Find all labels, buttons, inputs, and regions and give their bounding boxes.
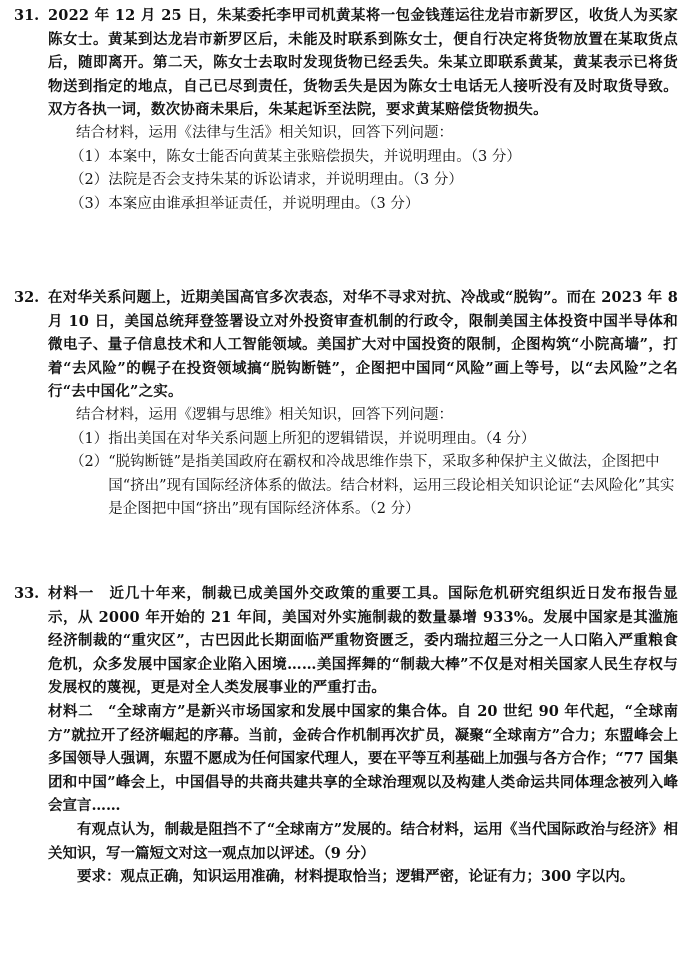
material-two-body: “全球南方”是新兴市场国家和发展中国家的集合体。自 20 世纪 90 年代起，“全球南方”就拉开了经济崛起的序幕。当前，金砖合作机制再次扩员，凝聚“全球南方”合力；东盟峰会上多国领导人强调，东盟不愿成为任何国家代理人，要在平等互利基础上加强与各方合作；“77 国集团和中国”峰会上，中国倡导的共商共建共享的全球治理观以及构建人类命运共同体理念被列入峰会宣言…… bbox=[48, 702, 679, 815]
question-32 bbox=[14, 286, 678, 522]
essay-requirement: 要求：观点正确，知识运用准确，材料提取恰当；逻辑严密，论证有力；300 字以内。 bbox=[77, 868, 635, 886]
sub-question-text: 本案中，陈女士能否向黄某主张赔偿损失，并说明理由。（3 分） bbox=[108, 148, 521, 165]
question-instruction: 结合材料，运用《法律与生活》相关知识，回答下列问题： bbox=[76, 124, 453, 141]
sub-question-number: （2） bbox=[70, 172, 109, 189]
sub-question-number: （2） bbox=[70, 454, 109, 471]
essay-prompt: 有观点认为，制裁是阻挡不了“全球南方”发展的。结合材料，运用《当代国际政治与经济》相关知识，写一篇短文对这一观点加以评述。（9 分） bbox=[48, 820, 678, 862]
question-number: 31. bbox=[14, 7, 40, 24]
question-instruction: 结合材料，运用《逻辑与思维》相关知识，回答下列问题： bbox=[76, 406, 453, 423]
material-label: 材料二 bbox=[48, 702, 94, 720]
sub-question-number: （1） bbox=[70, 430, 109, 447]
question-33 bbox=[14, 582, 678, 889]
sub-question bbox=[70, 146, 678, 170]
sub-question-number: （3） bbox=[70, 195, 109, 212]
sub-question-text: 法院是否会支持朱某的诉讼请求，并说明理由。（3 分） bbox=[108, 172, 463, 189]
question-31 bbox=[14, 4, 678, 216]
material-one-body: 近几十年来，制裁已成美国外交政策的重要工具。国际危机研究组织近日发布报告显示，从 2000 年开始的 21 年间，美国对外实施制裁的数量暴增 933%。发展中国家是其滥施经济制裁的“重灾区”，古巴因此长期面临严重物资匮乏，委内瑞拉超三分之一人口陷入严重粮食危机，众多发展中国家企业陷入困境……美国挥舞的“制裁大棒”不仅是对相关国家人民生存权与发展权的蔑视，更是对全人类发展事业的严重打击。 bbox=[48, 585, 678, 697]
question-number: 32. bbox=[14, 289, 40, 306]
sub-question bbox=[70, 169, 678, 193]
question-body: 在对华关系问题上，近期美国高官多次表态，对华不寻求对抗、冷战或“脱钩”。而在 2023 年 8 月 10 日，美国总统拜登签署设立对外投资审查机制的行政令，限制美国主体投资中国半导体和微电子、量子信息技术和人工智能领域。美国扩大对中国投资的限制，企图构筑“小院高墙”，打着“去风险”的幌子在投资领域搞“脱钩断链”，企图把中国同“风险”画上等号，以“去风险”之名行“去中国化”之实。 bbox=[48, 289, 678, 401]
sub-question bbox=[70, 451, 678, 522]
material-two bbox=[48, 700, 678, 818]
sub-question-text: 本案应由谁承担举证责任，并说明理由。（3 分） bbox=[108, 195, 420, 212]
sub-question-number: （1） bbox=[70, 148, 109, 165]
material-label: 材料一 bbox=[48, 585, 95, 602]
sub-question-text: “脱钩断链”是指美国政府在霸权和冷战思维作祟下，采取多种保护主义做法，企图把中国“挤出”现有国际经济体系的做法。结合材料，运用三段论相关知识论证“去风险化”其实是企图把中国“挤出”现有国际经济体系。（2 分） bbox=[108, 454, 675, 518]
question-number: 33. bbox=[14, 585, 40, 602]
sub-question bbox=[70, 193, 678, 217]
material-one bbox=[48, 582, 678, 700]
sub-question bbox=[70, 428, 678, 452]
question-body: 2022 年 12 月 25 日，朱某委托李甲司机黄某将一包金钱莲运往龙岩市新罗区，收货人为买家陈女士。黄某到达龙岩市新罗区后，未能及时联系到陈女士，便自行决定将货物放置在某取货点后，随即离开。第二天，陈女士去取时发现货物已经丢失。朱某立即联系黄某，黄某表示已将货物送到指定的地点，自己已尽到责任，货物丢失是因为陈女士电话无人接听没有及时取货导致。双方各执一词，数次协商未果后，朱某起诉至法院，要求黄某赔偿货物损失。 bbox=[48, 7, 678, 119]
sub-question-text: 指出美国在对华关系问题上所犯的逻辑错误，并说明理由。（4 分） bbox=[108, 430, 536, 447]
